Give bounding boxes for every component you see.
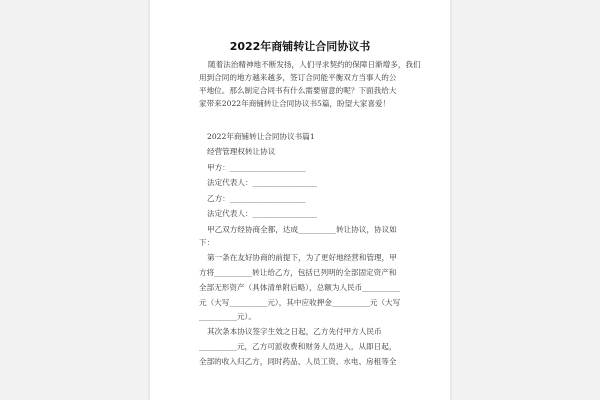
field-rep-a: 法定代表人：_________________ (207, 178, 318, 187)
intro-line-1: 随着法治精神地不断发扬，人们寻求契约的保障日渐增多，我们 (208, 60, 421, 69)
intro-line-3: 平地位。那么制定合同书有什么需要留意的呢？下面我给大 (199, 86, 397, 95)
body-line-7: __________元）。 (199, 312, 256, 321)
body-line-8: 其次条本协议签字生效之日起，乙方先付甲方人民币 (207, 327, 382, 336)
body-line-1: 甲乙双方经协商全都，达成__________转让协议，协议如 (207, 225, 397, 234)
body-line-9: __________元，乙方可派收费和财务人员进入，从即日起， (199, 342, 397, 351)
body-line-4: 方将__________转让给乙方，包括已列明的全部固定资产和 (199, 268, 397, 277)
field-party-a: 甲方：____________________ (207, 163, 306, 172)
field-rep-b: 法定代表人：_________________ (207, 209, 318, 218)
section-subheading: 经营管理权转让协议 (207, 147, 276, 156)
document-page (150, 0, 450, 400)
intro-line-4: 家带来2022年商铺转让合同协议书5篇，盼望大家喜爱！ (199, 99, 391, 108)
section-heading: 2022年商铺转让合同协议书篇1 (207, 132, 315, 141)
body-line-2: 下： (199, 238, 215, 247)
intro-line-2: 用到合同的地方越来越多，签订合同能平衡双方当事人的公 (199, 73, 397, 82)
field-party-b: 乙方：____________________ (207, 194, 306, 203)
document-title: 2022年商铺转让合同协议书 (229, 40, 371, 53)
body-line-6: 元（大写__________元），其中应收押金__________元（大写 (199, 298, 401, 307)
body-line-5: 全部无形资产（具体清单附后略），总额为人民币__________ (199, 283, 401, 292)
body-line-3: 第一条在友好协商的前提下，为了更好地经营和管理，甲 (207, 253, 397, 262)
body-line-10: 全部的收入归乙方，同时药品、人员工资、水电、房租等全 (199, 357, 397, 366)
